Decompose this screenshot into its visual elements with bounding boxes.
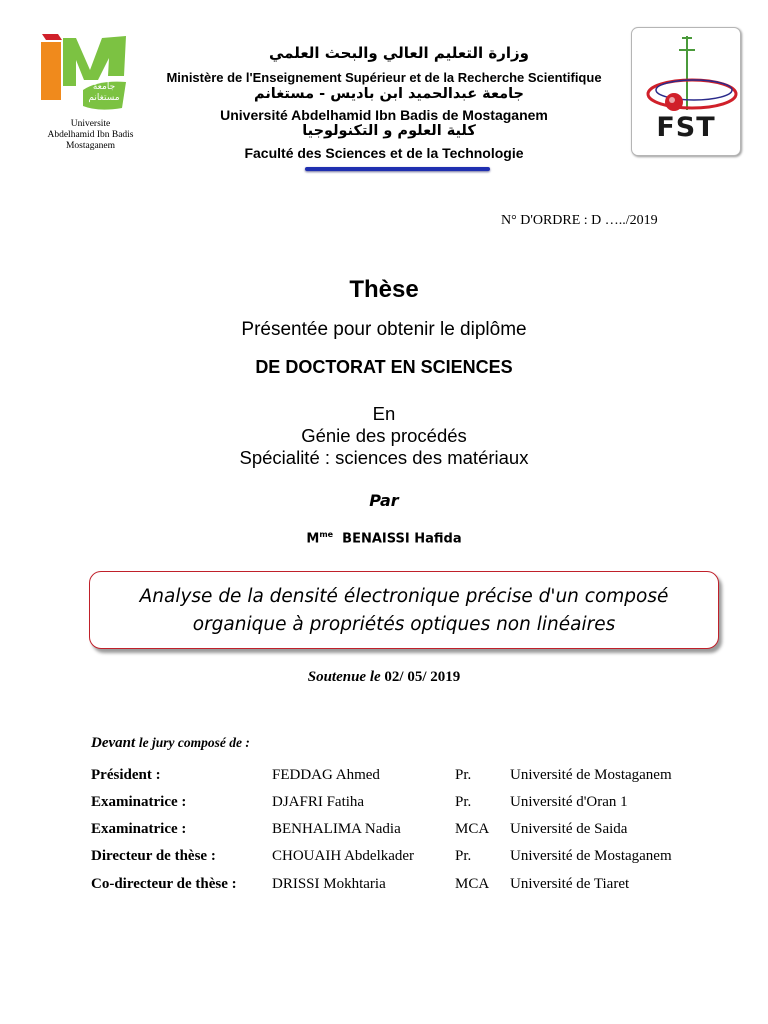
university-name: Université Abdelhamid Ibn Badis de Mostaganem — [220, 107, 548, 123]
ministry-arabic: وزارة التعليم العالي والبحث العلمي — [268, 44, 530, 62]
logo-line-3: Mostaganem — [65, 141, 116, 151]
jury-row — [0, 876, 768, 900]
jury-name: DRISSI Mokhtaria — [272, 876, 386, 892]
author — [0, 530, 768, 546]
ministry-name: Ministère de l'Enseignement Supérieur et de la Recherche Scientifique — [166, 70, 602, 85]
thesis-heading: Thèse — [349, 276, 419, 303]
faculty-name: Faculté des Sciences et de la Technologie — [244, 145, 524, 161]
author-name: BENAISSI Hafida — [342, 531, 462, 547]
specialty: Spécialité : sciences des matériaux — [239, 447, 529, 468]
jury-university: Université de Tiaret — [510, 876, 630, 892]
field-name: Génie des procédés — [301, 425, 467, 446]
logo-arabic-text: جامعة مستغانم — [88, 82, 120, 103]
jury-row — [0, 767, 768, 791]
jury-university: Université de Mostaganem — [510, 767, 672, 783]
thesis-title-line-2: organique à propriétés optiques non linéaires — [192, 614, 616, 635]
jury-grade: Pr. — [455, 848, 472, 864]
jury-intro — [91, 735, 250, 752]
defense-date: 02/ 05/ 2019 — [384, 669, 461, 685]
jury-university: Université de Mostaganem — [510, 848, 672, 864]
jury-name: DJAFRI Fatiha — [272, 794, 365, 810]
jury-row — [0, 821, 768, 845]
en-label: En — [372, 403, 396, 424]
faculty-arabic: كلية العلوم و التكنولوجيا — [302, 123, 476, 139]
jury-name: BENHALIMA Nadia — [272, 821, 401, 837]
jury-intro-a: Devant — [91, 735, 136, 751]
author-title-sup: me — [319, 530, 334, 539]
presented-for: Présentée pour obtenir le diplôme — [241, 319, 527, 340]
jury-row — [0, 794, 768, 818]
par-label: Par — [369, 491, 399, 510]
jury-role: Examinatrice : — [91, 794, 187, 810]
jury-role: Directeur de thèse : — [91, 848, 216, 864]
order-number: N° D'ORDRE : D …../2019 — [501, 213, 658, 228]
defense-date-line — [0, 669, 768, 686]
jury-role: Président : — [91, 767, 161, 783]
header-underline — [305, 167, 490, 171]
defense-prefix: Soutenue le — [307, 669, 381, 685]
jury-row — [0, 848, 768, 872]
logo-line-2: Abdelhamid Ibn Badis — [47, 130, 134, 140]
author-prefix: M — [306, 531, 320, 547]
jury-name: FEDDAG Ahmed — [272, 767, 380, 783]
logo-line-1: Universite — [70, 119, 111, 129]
university-arabic: جامعة عبدالحميد ابن باديس - مستغانم — [253, 86, 525, 102]
jury-role: Examinatrice : — [91, 821, 187, 837]
jury-university: Université de Saida — [510, 821, 628, 837]
jury-grade: Pr. — [455, 794, 472, 810]
jury-role: Co-directeur de thèse : — [91, 876, 237, 892]
jury-grade: MCA — [455, 821, 490, 837]
degree-name: DE DOCTORAT EN SCIENCES — [255, 357, 513, 377]
thesis-title-box — [89, 571, 719, 649]
jury-intro-b: le jury composé de : — [138, 735, 250, 750]
fst-logo-text: FST — [656, 112, 716, 143]
jury-grade: MCA — [455, 876, 490, 892]
jury-grade: Pr. — [455, 767, 472, 783]
thesis-title — [90, 583, 718, 639]
jury-university: Université d'Oran 1 — [510, 794, 628, 810]
thesis-title-line-1: Analyse de la densité électronique précise d'un composé — [139, 586, 669, 607]
jury-name: CHOUAIH Abdelkader — [272, 848, 415, 864]
